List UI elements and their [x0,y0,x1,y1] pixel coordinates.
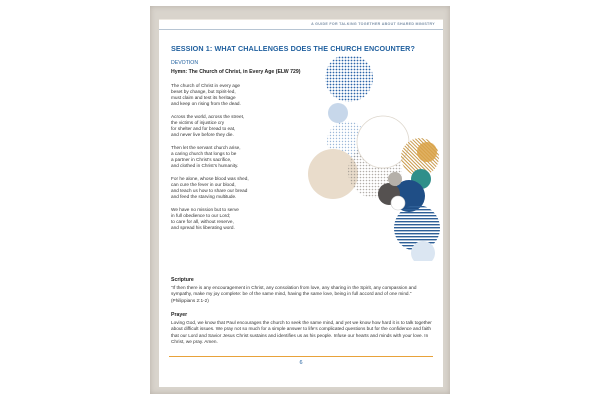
hymn-line: must claim and test its heritage [171,95,236,101]
hymn-line: to care for all, without reserve, [171,218,234,224]
hymn-title: Hymn: The Church of Christ, in Every Age (ELW 729) [171,69,301,75]
decorative-circles-illustration [305,56,445,261]
hymn-line: and clothed in Christ’s humanity. [171,163,239,169]
page-number: 6 [299,360,303,366]
hymn-line: for shelter and for bread to eat, [171,126,236,132]
scripture-text: “If then there is any encouragement in Christ, any consolation from love, any sharing in the Spirit, any compassion and sympathy, make my joy complete: be of the same mind, having the same love, being in full accord and of one mind.” (Philippians 2:1-2) [171,285,417,303]
session-title: SESSION 1: WHAT CHALLENGES DOES THE CHURCH ENCOUNTER? [171,44,415,53]
devotion-label: DEVOTION [171,60,199,66]
hymn-line: the victims of injustice cry [171,119,225,125]
hymn-line: Across the world, across the street, [171,113,245,119]
hymn-line: can cure the fever in our blood, [171,181,236,187]
hymn-line: We have no mission but to serve [171,206,239,212]
hymn-line: For he alone, whose blood was shed, [171,175,249,181]
white-circle [357,116,409,168]
hymn-line: a partner in Christ’s sacrifice, [171,156,232,162]
hymn-line: and teach us how to share our bread [171,187,248,193]
scripture-heading: Scripture [171,277,194,283]
blue-dotted-circle [325,56,373,102]
footer-rule [169,356,433,357]
hymn-stanza [171,176,311,200]
gold-circle [417,142,437,162]
document-page [159,19,443,387]
white-small-circle [391,196,405,210]
hymn-line: Then let the servant church arise, [171,144,241,150]
prayer-text: Loving God, we know that Paul encourages the church to seek the same mind, and yet we know how hard it is to talk together about difficult issues. We pray not so much for a simple answer to life’s complicated questions but for the confidence and faith that our Lord and Savior Jesus Christ sustains and identifies us as his people. Infuse our hearts and minds with your love. In Christ, we pray. Amen. [171,320,432,344]
hymn-line: and feed the starving multitude. [171,193,237,199]
header-rule [159,29,443,30]
hymn-line: beset by change, but Spirit-led, [171,89,236,95]
gray-circle [388,172,402,186]
hymn-stanza [171,145,311,169]
hymn-stanza [171,114,311,138]
running-head: A GUIDE FOR TALKING TOGETHER ABOUT SHARED MINISTRY [311,22,435,26]
hymn-line: and never live before they die. [171,132,234,138]
hymn-line: a caring church that longs to be [171,150,237,156]
light-blue-circle [328,103,348,123]
hymn-line: in full obedience to our Lord; [171,212,231,218]
hymn-line: and spread his liberating word. [171,224,235,230]
prayer-heading: Prayer [171,312,188,318]
hymn-stanzas [171,83,311,237]
hymn-line: and keep on rising from the dead. [171,101,241,107]
hymn-stanza [171,207,311,231]
hymn-stanza [171,83,311,107]
hymn-line: The church of Christ in every age [171,83,241,88]
